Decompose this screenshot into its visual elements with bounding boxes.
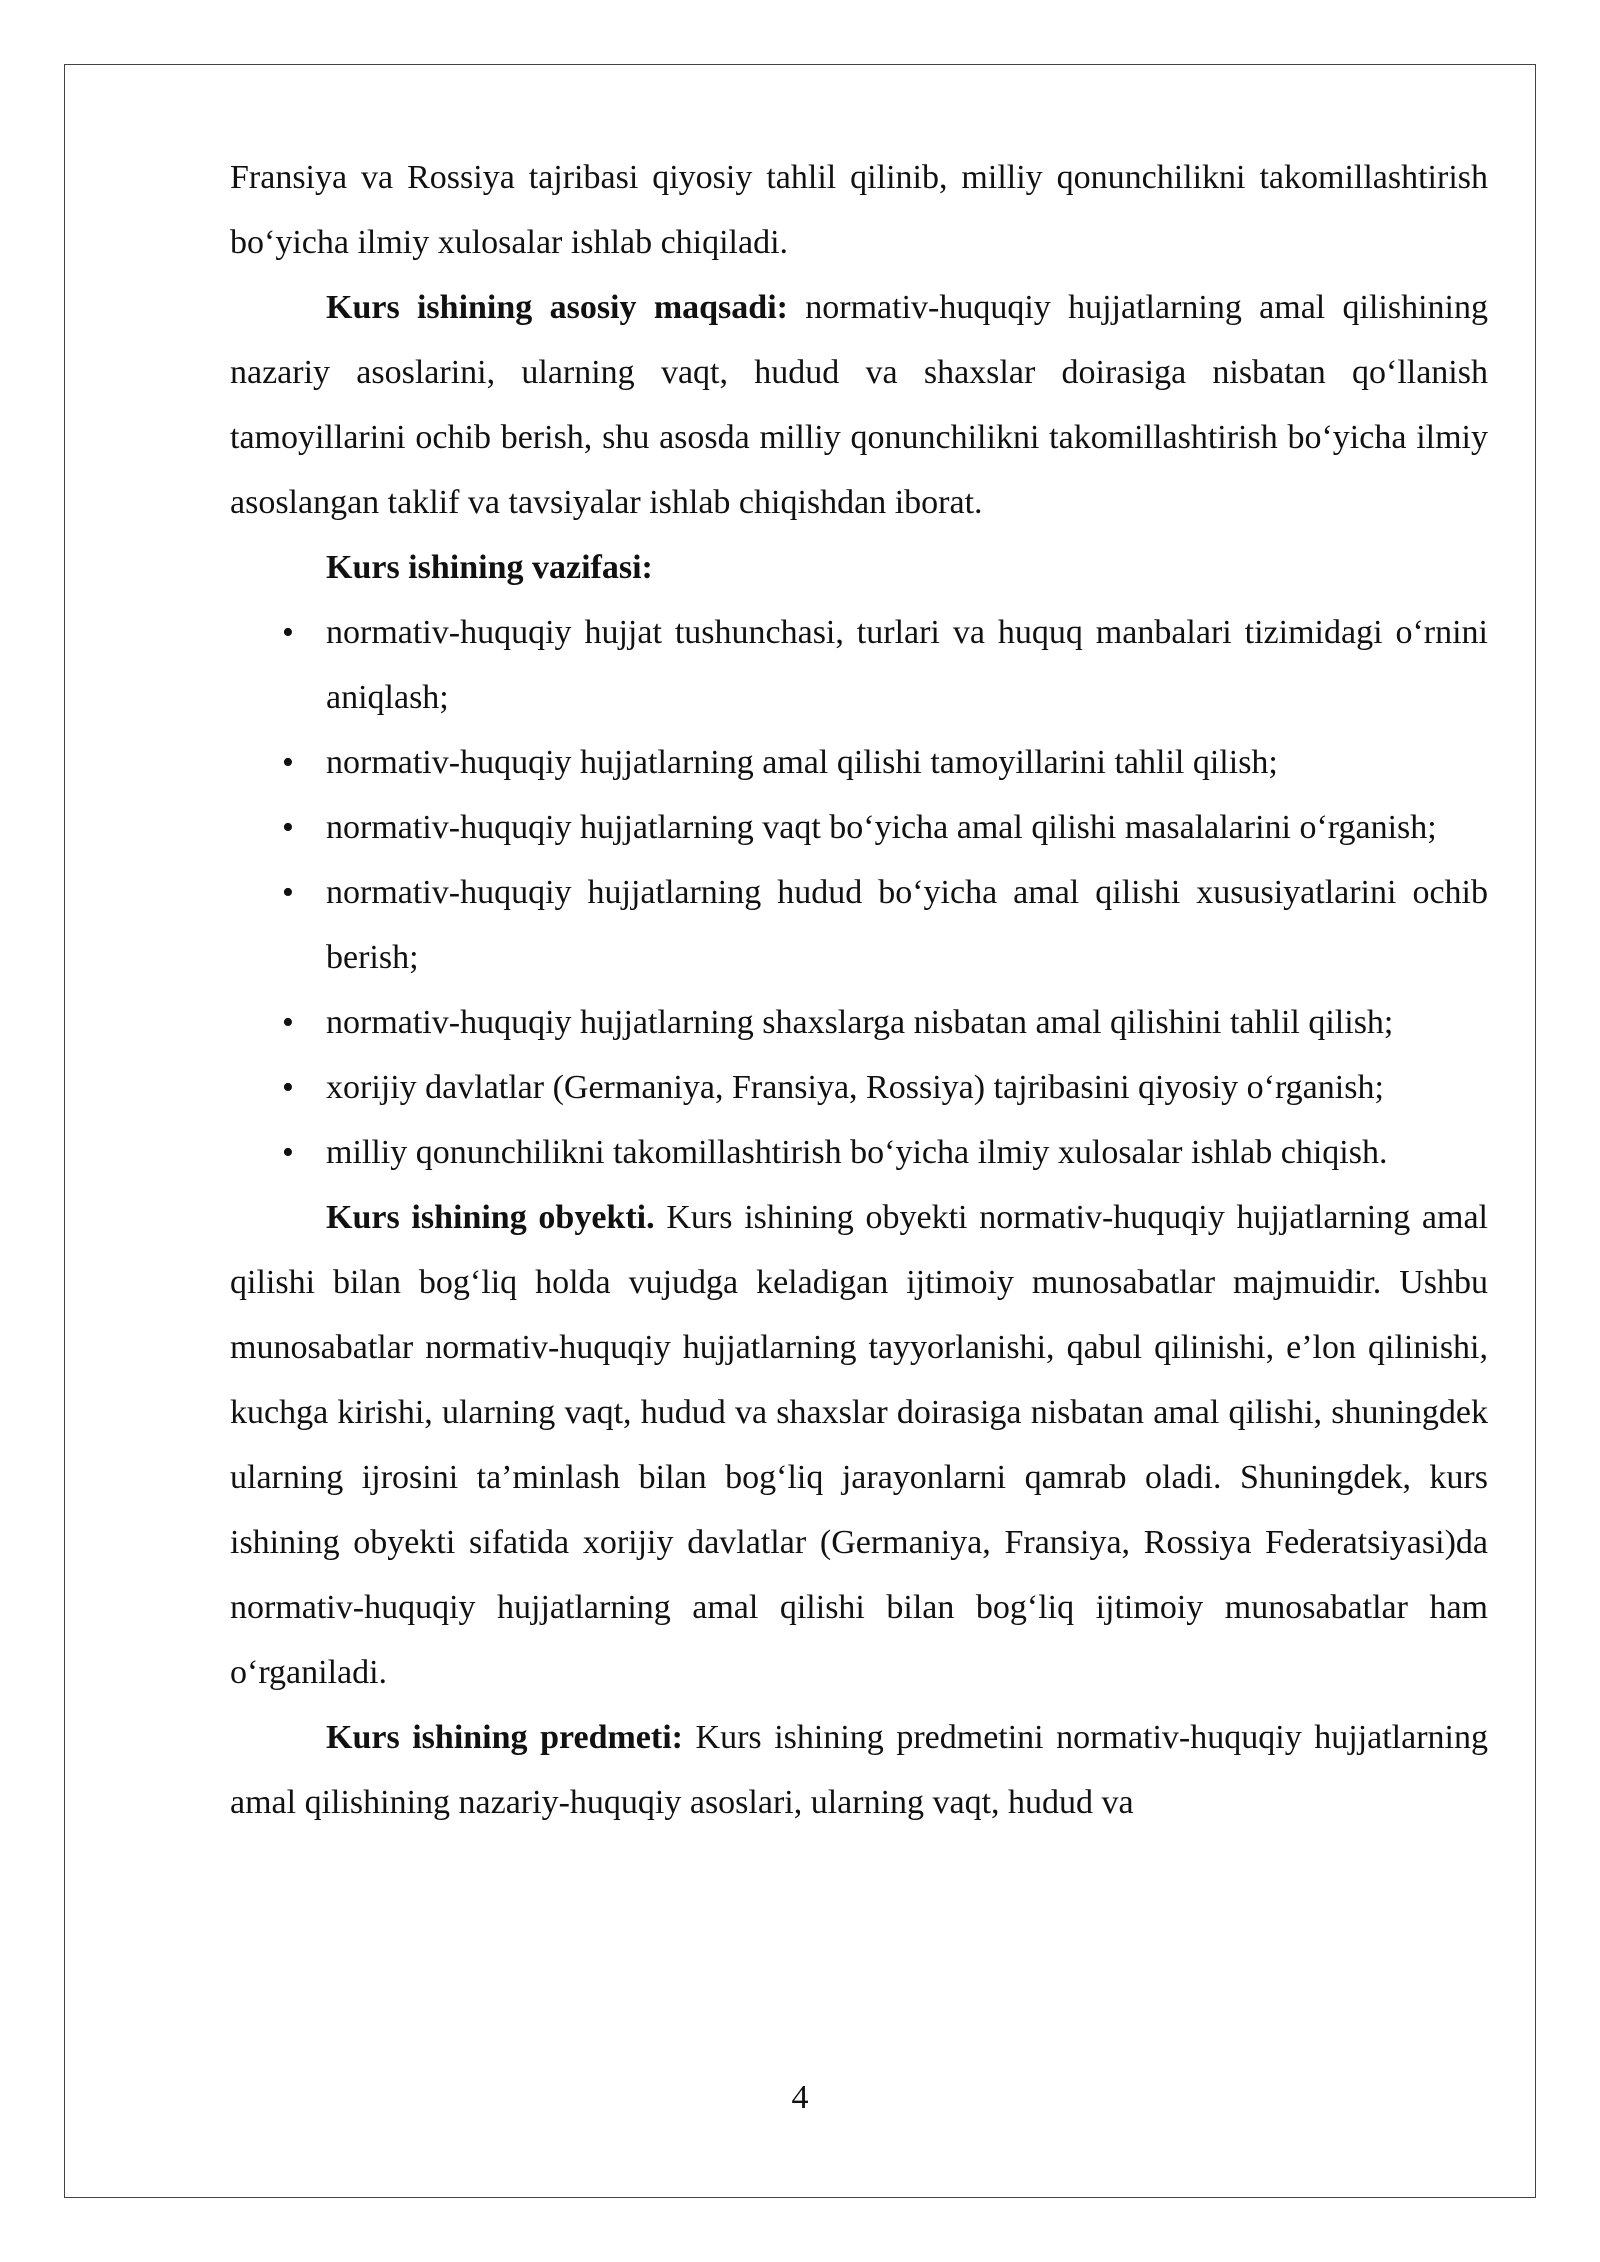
list-item xyxy=(230,990,1488,1055)
subject-heading: Kurs ishining predmeti: xyxy=(326,1719,683,1756)
subject-paragraph xyxy=(230,1705,1488,1835)
list-item xyxy=(230,730,1488,795)
list-item-text: xorijiy davlatlar (Germaniya, Fransiya, Rossiya) tajribasini qiyosiy o‘rganish; xyxy=(326,1069,1384,1106)
list-item-text: normativ-huquqiy hujjatlarning vaqt bo‘yicha amal qilishi masalalarini o‘rganish; xyxy=(326,809,1437,846)
document-body xyxy=(230,145,1488,1835)
bullet-icon: • xyxy=(282,1134,294,1171)
tasks-heading: Kurs ishining vazifasi: xyxy=(326,549,653,586)
bullet-icon: • xyxy=(282,614,294,651)
object-heading: Kurs ishining obyekti. xyxy=(326,1199,655,1236)
list-item xyxy=(230,1120,1488,1185)
bullet-icon: • xyxy=(282,874,294,911)
object-text: Kurs ishining obyekti normativ-huquqiy hujjatlarning amal qilishi bilan bog‘liq holda vujudga keladigan ijtimoiy munosabatlar majmuidir. Ushbu munosabatlar normativ-huquqiy hujjatlarning tayyorlanishi, qabul qilinishi, e’lon qilinishi, kuchga kirishi, ularning vaqt, hudud va shaxslar doirasiga nisbatan amal qilishi, shuningdek ularning ijrosini ta’minlash bilan bog‘liq jarayonlarni qamrab oladi. Shuningdek, kurs ishining obyekti sifatida xorijiy davlatlar (Germaniya, Fransiya, Rossiya Federatsiyasi)da normativ-huquqiy hujjatlarning amal qilishi bilan bog‘liq ijtimoiy munosabatlar ham o‘rganiladi. xyxy=(230,1199,1488,1691)
list-item xyxy=(230,600,1488,730)
tasks-heading-paragraph xyxy=(230,535,1488,600)
list-item-text: normativ-huquqiy hujjat tushunchasi, turlari va huquq manbalari tizimidagi o‘rnini aniqlash; xyxy=(326,614,1488,716)
page-number: 4 xyxy=(791,2079,809,2116)
list-item-text: milliy qonunchilikni takomillashtirish bo‘yicha ilmiy xulosalar ishlab chiqish. xyxy=(326,1134,1388,1171)
bullet-icon: • xyxy=(282,744,294,781)
list-item-text: normativ-huquqiy hujjatlarning amal qilishi tamoyillarini tahlil qilish; xyxy=(326,744,1278,781)
goal-text: normativ-huquqiy hujjatlarning amal qilishining nazariy asoslarini, ularning vaqt, hudud va shaxslar doirasiga nisbatan qo‘llanish tamoyillarini ochib berish, shu asosda milliy qonunchilikni takomillashtirish bo‘yicha ilmiy asoslangan taklif va tavsiyalar ishlab chiqishdan iborat. xyxy=(230,289,1489,521)
intro-paragraph: Fransiya va Rossiya tajribasi qiyosiy tahlil qilinib, milliy qonunchilikni takomillashtirish bo‘yicha ilmiy xulosalar ishlab chiqiladi. xyxy=(230,159,1488,261)
goal-heading: Kurs ishining asosiy maqsadi: xyxy=(326,289,788,326)
list-item-text: normativ-huquqiy hujjatlarning shaxslarga nisbatan amal qilishini tahlil qilish; xyxy=(326,1004,1394,1041)
bullet-icon: • xyxy=(282,809,294,846)
list-item-text: normativ-huquqiy hujjatlarning hudud bo‘yicha amal qilishi xususiyatlarini ochib berish; xyxy=(326,874,1488,976)
list-item xyxy=(230,795,1488,860)
tasks-list xyxy=(230,600,1488,1185)
list-item xyxy=(230,860,1488,990)
subject-text: Kurs ishining predmetini normativ-huquqiy hujjatlarning amal qilishining nazariy-huquqiy asoslari, ularning vaqt, hudud va xyxy=(230,1719,1488,1821)
list-item xyxy=(230,1055,1502,1120)
goal-paragraph xyxy=(230,275,1488,535)
bullet-icon: • xyxy=(282,1069,294,1106)
bullet-icon: • xyxy=(282,1004,294,1041)
object-paragraph xyxy=(230,1185,1488,1705)
